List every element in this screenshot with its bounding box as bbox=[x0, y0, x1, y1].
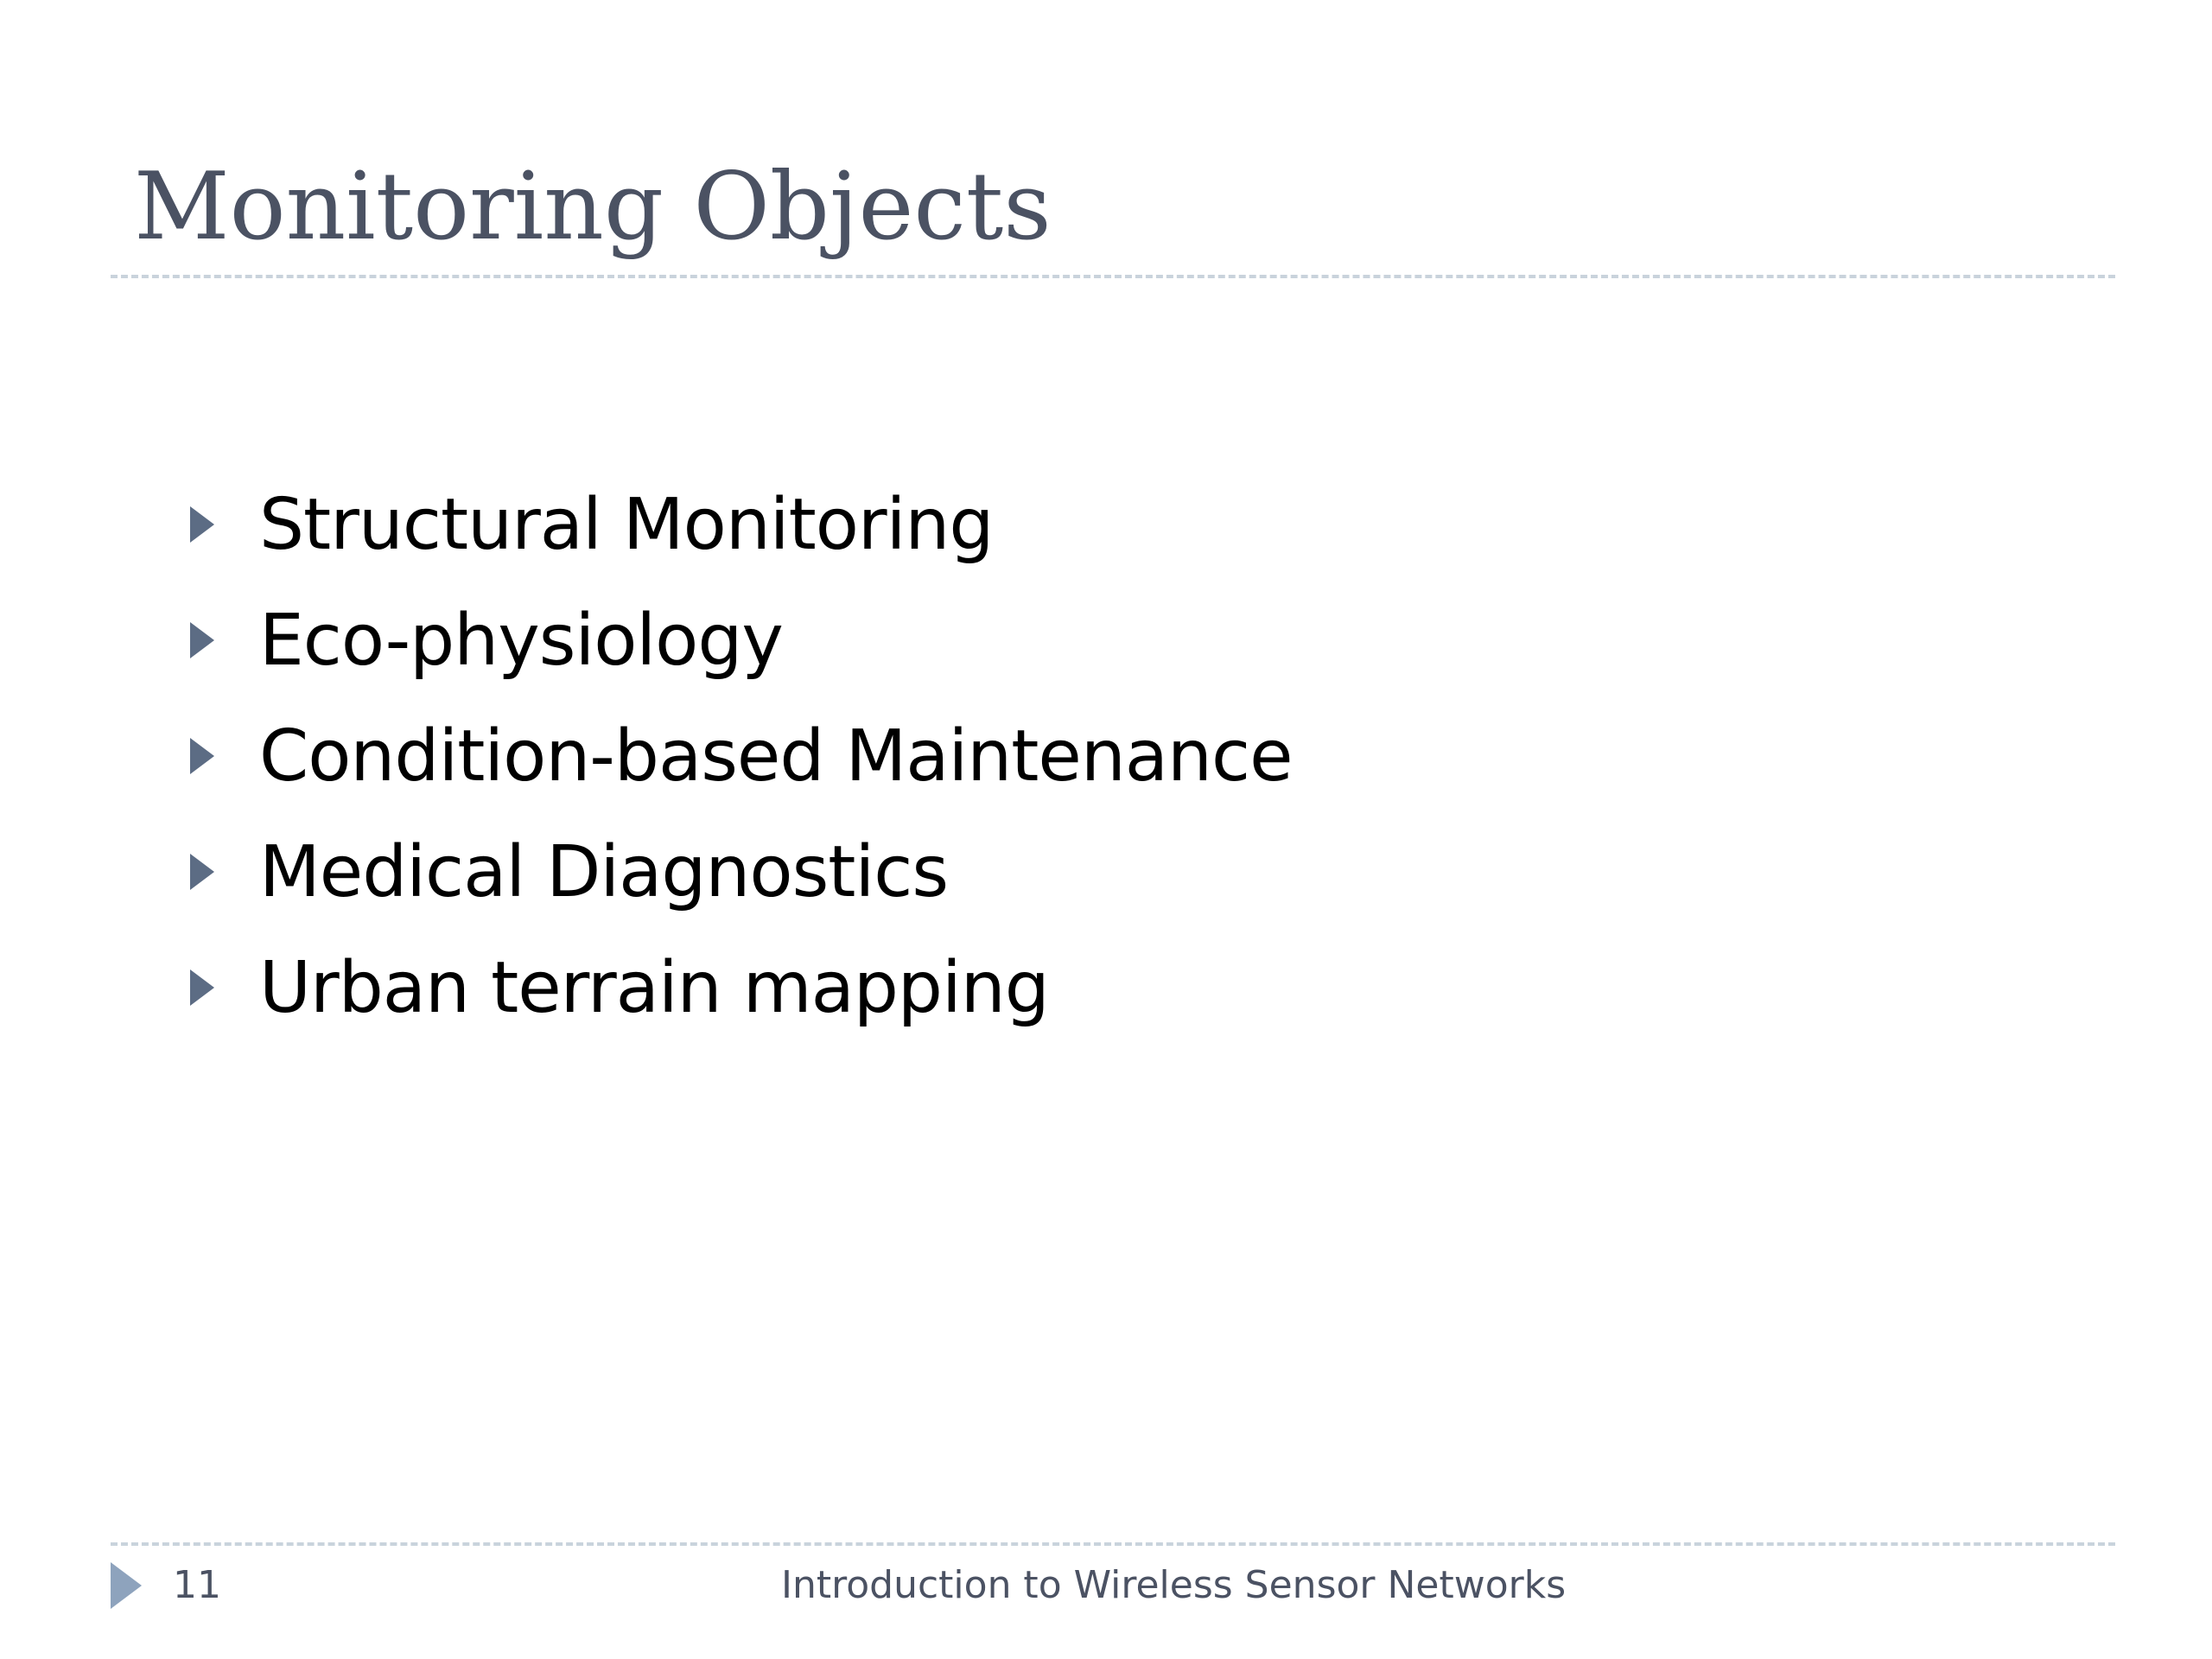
footer-title: Introduction to Wireless Sensor Networks bbox=[781, 1563, 1567, 1607]
slide-title: Monitoring Objects bbox=[134, 153, 1052, 261]
triangle-right-icon bbox=[190, 969, 214, 1006]
title-divider bbox=[111, 275, 2115, 278]
triangle-right-icon bbox=[111, 1562, 142, 1609]
bullet-text: Urban terrain mapping bbox=[259, 946, 1049, 1029]
list-item bbox=[190, 698, 1293, 814]
triangle-right-icon bbox=[190, 738, 214, 774]
list-item bbox=[190, 930, 1293, 1046]
footer-divider bbox=[111, 1542, 2115, 1546]
triangle-right-icon bbox=[190, 506, 214, 543]
list-item bbox=[190, 467, 1293, 582]
list-item bbox=[190, 814, 1293, 930]
bullet-text: Eco-physiology bbox=[259, 599, 783, 682]
triangle-right-icon bbox=[190, 854, 214, 890]
bullet-list bbox=[190, 467, 1293, 1046]
bullet-text: Medical Diagnostics bbox=[259, 830, 949, 913]
bullet-text: Structural Monitoring bbox=[259, 483, 994, 566]
list-item bbox=[190, 582, 1293, 698]
triangle-right-icon bbox=[190, 622, 214, 658]
page-number: 11 bbox=[173, 1563, 221, 1607]
bullet-text: Condition-based Maintenance bbox=[259, 715, 1293, 798]
